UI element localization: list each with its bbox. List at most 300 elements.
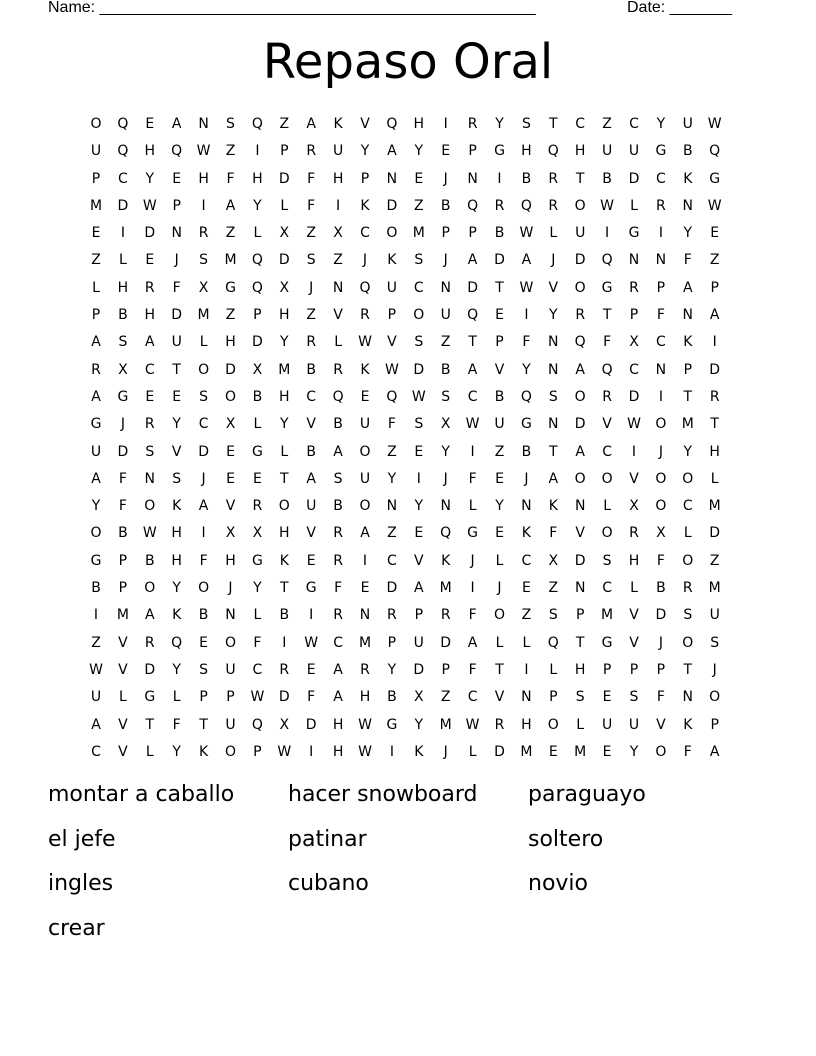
grid-letter: S: [414, 252, 424, 269]
grid-letter: G: [117, 388, 129, 405]
grid-letter: S: [521, 116, 531, 132]
grid-letter: Z: [306, 225, 316, 242]
grid-letter: Y: [441, 443, 450, 460]
grid-letter: P: [656, 661, 666, 678]
grid-row: [84, 196, 744, 223]
grid-letter: Y: [387, 661, 397, 678]
grid-letter: K: [683, 334, 693, 351]
grid-letter: M: [197, 307, 210, 324]
grid-letter: A: [575, 361, 585, 378]
grid-letter: I: [524, 661, 529, 678]
grid-letter: H: [252, 170, 263, 187]
grid-letter: F: [656, 307, 665, 324]
grid-letter: L: [683, 525, 692, 542]
grid-letter: W: [358, 716, 372, 733]
grid-letter: V: [629, 607, 639, 624]
grid-letter: W: [600, 197, 615, 214]
grid-letter: E: [360, 580, 370, 597]
grid-letter: S: [199, 252, 209, 269]
grid-letter: U: [359, 470, 371, 487]
grid-row: [84, 523, 744, 550]
grid-letter: Z: [279, 116, 290, 132]
grid-letter: W: [519, 279, 534, 296]
grid-letter: R: [333, 525, 343, 542]
grid-letter: N: [574, 498, 586, 515]
grid-letter: U: [682, 116, 693, 132]
grid-letter: X: [414, 689, 424, 706]
grid-letter: N: [440, 279, 451, 296]
grid-letter: F: [307, 170, 316, 187]
grid-letter: J: [309, 279, 314, 296]
grid-letter: C: [656, 170, 666, 187]
grid-letter: O: [224, 743, 237, 760]
grid-letter: M: [89, 197, 103, 214]
grid-letter: N: [386, 170, 398, 187]
grid-letter: R: [467, 116, 478, 132]
grid-letter: U: [225, 716, 236, 733]
grid-letter: E: [172, 388, 182, 405]
word-list-item: soltero: [528, 826, 604, 852]
grid-letter: Y: [414, 716, 424, 733]
grid-letter: C: [252, 661, 263, 678]
grid-letter: L: [118, 252, 127, 269]
grid-letter: E: [226, 470, 235, 487]
grid-letter: H: [574, 143, 586, 160]
grid-letter: T: [495, 279, 504, 296]
grid-letter: J: [443, 470, 448, 487]
grid-letter: K: [683, 170, 693, 187]
word-list-item: novio: [528, 871, 588, 896]
grid-letter: V: [225, 498, 236, 515]
grid-letter: D: [574, 416, 586, 433]
grid-letter: O: [655, 416, 667, 433]
grid-letter: L: [172, 689, 181, 706]
grid-letter: G: [467, 525, 479, 542]
grid-row: [84, 605, 744, 632]
grid-letter: Y: [414, 498, 424, 515]
grid-letter: H: [225, 552, 236, 569]
grid-letter: X: [279, 716, 290, 733]
grid-letter: Z: [333, 252, 343, 269]
grid-letter: H: [332, 170, 344, 187]
grid-letter: I: [93, 607, 99, 624]
grid-letter: A: [333, 443, 343, 460]
grid-letter: V: [118, 716, 128, 733]
grid-letter: S: [199, 388, 209, 405]
grid-letter: B: [602, 170, 612, 187]
grid-letter: Y: [172, 416, 181, 433]
grid-letter: X: [279, 225, 290, 242]
grid-letter: K: [172, 607, 182, 624]
grid-letter: Y: [253, 580, 262, 597]
grid-letter: N: [359, 607, 371, 624]
grid-letter: P: [91, 307, 101, 324]
grid-letter: O: [655, 498, 667, 515]
grid-letter: P: [656, 279, 666, 296]
grid-letter: V: [306, 525, 316, 542]
grid-letter: S: [548, 607, 558, 624]
grid-letter: F: [118, 470, 127, 487]
grid-letter: A: [548, 470, 559, 487]
grid-letter: B: [387, 689, 397, 706]
grid-letter: E: [414, 170, 424, 187]
grid-letter: N: [386, 498, 398, 515]
grid-letter: E: [414, 443, 424, 460]
grid-letter: B: [333, 498, 343, 515]
grid-row: [84, 141, 744, 168]
grid-letter: R: [656, 197, 666, 214]
grid-letter: Y: [522, 361, 531, 378]
grid-letter: A: [709, 307, 720, 324]
grid-letter: T: [683, 388, 693, 405]
grid-letter: G: [90, 552, 102, 569]
grid-letter: F: [307, 197, 316, 214]
grid-letter: U: [332, 143, 344, 160]
grid-letter: R: [387, 607, 397, 624]
grid-letter: Q: [117, 143, 129, 160]
grid-letter: C: [360, 225, 370, 242]
grid-letter: T: [549, 116, 558, 132]
grid-letter: J: [443, 743, 448, 760]
grid-letter: E: [360, 388, 370, 405]
grid-letter: R: [494, 716, 505, 733]
grid-letter: R: [682, 580, 693, 597]
grid-letter: M: [574, 743, 587, 760]
grid-letter: L: [710, 470, 719, 487]
grid-letter: L: [468, 498, 477, 515]
grid-letter: G: [709, 170, 721, 187]
grid-row: [84, 305, 744, 332]
grid-letter: K: [360, 361, 370, 378]
grid-letter: N: [467, 170, 478, 187]
grid-letter: D: [574, 552, 586, 569]
grid-letter: S: [172, 470, 182, 487]
grid-letter: D: [144, 225, 156, 242]
grid-letter: L: [630, 197, 638, 214]
grid-letter: P: [710, 716, 719, 733]
grid-letter: C: [521, 552, 532, 569]
grid-letter: E: [710, 225, 720, 242]
grid-letter: R: [306, 143, 317, 160]
grid-letter: Q: [440, 525, 452, 542]
grid-letter: W: [304, 634, 319, 651]
grid-letter: A: [414, 580, 424, 597]
grid-letter: O: [386, 225, 398, 242]
grid-letter: O: [601, 525, 613, 542]
grid-letter: B: [306, 443, 316, 460]
grid-letter: Z: [225, 143, 236, 160]
grid-letter: I: [255, 143, 260, 160]
grid-letter: M: [439, 580, 452, 597]
grid-letter: Q: [520, 388, 532, 405]
grid-letter: U: [494, 416, 505, 433]
grid-letter: T: [468, 334, 477, 351]
grid-letter: H: [198, 170, 209, 187]
grid-letter: Y: [414, 143, 424, 160]
grid-letter: R: [252, 498, 263, 515]
grid-letter: R: [333, 552, 343, 569]
grid-letter: E: [252, 470, 262, 487]
grid-letter: D: [278, 252, 290, 269]
grid-letter: H: [171, 552, 182, 569]
grid-row: [84, 169, 744, 196]
grid-letter: K: [414, 743, 424, 760]
grid-letter: Y: [280, 416, 289, 433]
grid-letter: U: [225, 661, 236, 678]
grid-row: [84, 442, 744, 469]
grid-letter: B: [682, 143, 693, 160]
grid-letter: L: [630, 580, 638, 597]
grid-letter: O: [655, 743, 667, 760]
grid-letter: A: [145, 334, 155, 351]
grid-letter: M: [520, 743, 533, 760]
grid-letter: C: [333, 634, 343, 651]
grid-letter: Q: [251, 279, 263, 296]
grid-letter: I: [201, 197, 206, 214]
grid-letter: F: [226, 170, 235, 187]
grid-letter: S: [441, 388, 451, 405]
word-list-item: hacer snowboard: [288, 782, 478, 807]
grid-row: [84, 414, 744, 441]
grid-letter: Q: [386, 388, 398, 405]
grid-letter: D: [278, 170, 290, 187]
grid-letter: D: [305, 716, 317, 733]
grid-letter: B: [521, 443, 532, 460]
grid-letter: H: [225, 334, 236, 351]
grid-letter: J: [658, 634, 663, 651]
grid-letter: J: [497, 580, 502, 597]
grid-letter: D: [628, 388, 640, 405]
grid-letter: W: [142, 197, 157, 214]
grid-row: [84, 715, 744, 742]
header-line: [48, 0, 748, 20]
grid-letter: I: [389, 743, 394, 760]
grid-letter: G: [305, 580, 317, 597]
grid-letter: J: [201, 470, 206, 487]
grid-letter: S: [145, 443, 155, 460]
grid-letter: S: [226, 116, 235, 132]
grid-letter: O: [90, 116, 102, 132]
grid-letter: C: [91, 743, 101, 760]
grid-letter: H: [574, 661, 586, 678]
grid-letter: T: [710, 416, 719, 433]
grid-letter: G: [628, 225, 640, 242]
grid-letter: A: [467, 361, 478, 378]
grid-letter: I: [201, 525, 206, 542]
grid-letter: P: [549, 689, 558, 706]
grid-letter: O: [655, 470, 667, 487]
grid-letter: E: [199, 634, 209, 651]
grid-letter: A: [91, 334, 101, 351]
grid-letter: B: [521, 170, 532, 187]
grid-letter: O: [198, 580, 210, 597]
grid-letter: P: [629, 307, 639, 324]
grid-letter: E: [602, 689, 612, 706]
grid-letter: F: [199, 552, 208, 569]
grid-letter: O: [90, 525, 102, 542]
grid-letter: S: [548, 388, 558, 405]
grid-letter: N: [198, 116, 209, 132]
grid-letter: Y: [683, 443, 693, 460]
grid-letter: P: [629, 661, 639, 678]
grid-letter: F: [522, 334, 531, 351]
grid-letter: V: [360, 116, 370, 132]
grid-letter: C: [387, 552, 397, 569]
grid-letter: L: [522, 634, 531, 651]
grid-letter: E: [495, 470, 504, 487]
grid-letter: T: [199, 716, 208, 733]
grid-letter: F: [468, 607, 477, 624]
grid-letter: V: [602, 416, 612, 433]
grid-letter: O: [224, 634, 237, 651]
grid-letter: J: [443, 252, 448, 269]
grid-letter: Z: [225, 307, 236, 324]
grid-row: [84, 360, 744, 387]
grid-letter: H: [521, 716, 532, 733]
grid-letter: P: [253, 743, 262, 760]
grid-letter: O: [574, 388, 586, 405]
grid-letter: A: [198, 498, 209, 515]
grid-letter: X: [225, 416, 236, 433]
grid-letter: X: [629, 498, 639, 515]
grid-letter: K: [441, 552, 451, 569]
grid-letter: E: [521, 580, 531, 597]
grid-letter: Q: [171, 143, 183, 160]
grid-letter: I: [712, 334, 717, 351]
grid-letter: P: [199, 689, 208, 706]
grid-letter: S: [575, 689, 585, 706]
grid-row: [84, 332, 744, 359]
date-field-label: Date: _______: [627, 0, 732, 16]
grid-row: [84, 387, 744, 414]
grid-letter: M: [601, 607, 614, 624]
grid-letter: W: [358, 743, 372, 760]
grid-letter: Z: [387, 525, 397, 542]
grid-letter: F: [172, 279, 181, 296]
grid-letter: J: [228, 580, 233, 597]
grid-letter: X: [656, 525, 666, 542]
grid-letter: L: [253, 225, 262, 242]
grid-letter: O: [574, 470, 586, 487]
grid-letter: K: [172, 498, 182, 515]
grid-letter: B: [440, 361, 451, 378]
grid-letter: L: [549, 225, 558, 242]
grid-letter: R: [548, 197, 559, 214]
grid-letter: N: [144, 470, 156, 487]
grid-letter: P: [387, 634, 397, 651]
grid-letter: A: [145, 607, 155, 624]
grid-letter: Z: [494, 443, 505, 460]
grid-letter: L: [145, 743, 154, 760]
grid-letter: Z: [414, 197, 424, 214]
grid-letter: H: [521, 143, 532, 160]
grid-letter: T: [683, 661, 693, 678]
grid-letter: U: [601, 716, 613, 733]
grid-letter: N: [332, 279, 344, 296]
grid-letter: F: [387, 416, 396, 433]
grid-letter: Q: [467, 197, 479, 214]
grid-letter: R: [198, 225, 209, 242]
grid-letter: V: [656, 716, 666, 733]
grid-letter: W: [358, 334, 372, 351]
grid-letter: N: [682, 307, 694, 324]
grid-letter: D: [494, 743, 505, 760]
grid-letter: D: [413, 361, 425, 378]
word-search-grid: [84, 114, 744, 769]
grid-letter: Q: [574, 334, 586, 351]
grid-letter: F: [656, 552, 665, 569]
grid-letter: R: [333, 361, 343, 378]
grid-letter: D: [117, 443, 129, 460]
grid-letter: H: [359, 689, 371, 706]
word-list-item: paraguayo: [528, 782, 646, 807]
grid-letter: R: [144, 416, 155, 433]
grid-letter: N: [655, 361, 667, 378]
grid-letter: P: [602, 661, 612, 678]
grid-letter: L: [495, 634, 504, 651]
grid-letter: Y: [387, 470, 397, 487]
grid-letter: B: [306, 361, 316, 378]
grid-letter: N: [682, 689, 694, 706]
grid-letter: I: [336, 197, 341, 214]
grid-letter: B: [198, 607, 209, 624]
word-list-item: patinar: [288, 826, 367, 852]
grid-letter: R: [440, 607, 451, 624]
grid-letter: N: [521, 689, 532, 706]
grid-letter: C: [306, 388, 317, 405]
grid-letter: J: [443, 170, 448, 187]
grid-letter: T: [602, 307, 612, 324]
grid-letter: W: [411, 388, 426, 405]
grid-letter: Z: [548, 580, 559, 597]
grid-letter: Q: [547, 143, 559, 160]
grid-letter: B: [144, 552, 155, 569]
grid-letter: V: [548, 279, 559, 296]
grid-letter: K: [387, 252, 397, 269]
grid-letter: Y: [495, 498, 504, 515]
grid-letter: M: [358, 634, 372, 651]
grid-letter: B: [440, 197, 451, 214]
grid-letter: N: [440, 498, 451, 515]
grid-letter: H: [279, 525, 290, 542]
grid-letter: I: [658, 388, 663, 405]
grid-letter: R: [629, 279, 639, 296]
grid-letter: Z: [306, 307, 316, 324]
grid-letter: D: [252, 334, 263, 351]
grid-letter: Q: [547, 634, 559, 651]
grid-letter: E: [495, 525, 504, 542]
grid-letter: N: [548, 334, 559, 351]
grid-letter: E: [226, 443, 235, 460]
grid-letter: S: [199, 661, 209, 678]
grid-letter: T: [280, 580, 289, 597]
grid-letter: P: [253, 307, 262, 324]
grid-letter: G: [90, 416, 102, 433]
grid-letter: W: [707, 116, 722, 132]
grid-letter: E: [172, 170, 182, 187]
grid-letter: C: [413, 279, 424, 296]
grid-letter: J: [712, 661, 717, 678]
grid-letter: C: [629, 361, 639, 378]
grid-letter: W: [465, 416, 480, 433]
grid-letter: C: [602, 580, 612, 597]
grid-letter: F: [683, 743, 692, 760]
grid-letter: Y: [253, 197, 262, 214]
grid-letter: O: [144, 580, 156, 597]
grid-letter: P: [495, 334, 504, 351]
grid-letter: X: [440, 416, 451, 433]
grid-letter: P: [360, 170, 370, 187]
